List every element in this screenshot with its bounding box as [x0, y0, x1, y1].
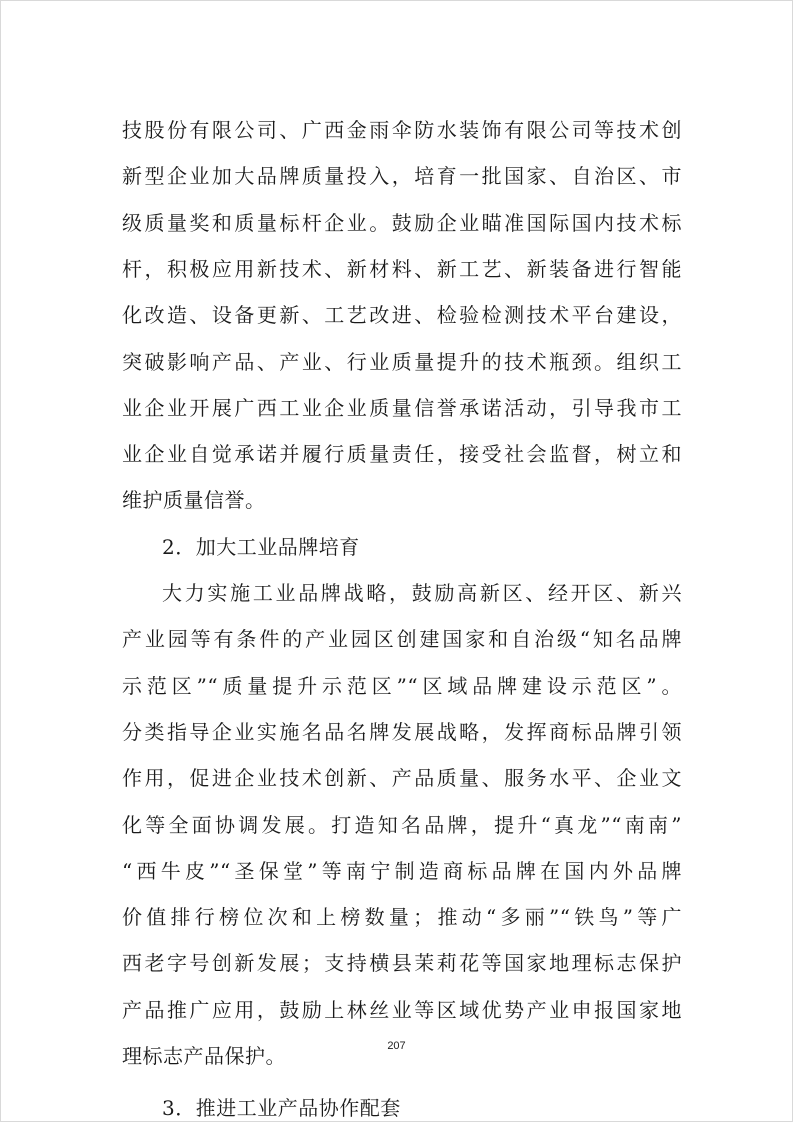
paragraph-line: 级质量奖和质量标杆企业。鼓励企业瞄准国际国内技术标	[122, 211, 682, 235]
paragraph-line: 产品推广应用，鼓励上林丝业等区域优势产业申报国家地	[122, 998, 682, 1022]
paragraph-line: “西牛皮”“圣保堂”等南宁制造商标品牌在国内外品牌	[122, 859, 682, 883]
paragraph-line: 化等全面协调发展。打造知名品牌，提升“真龙”“南南”	[122, 813, 682, 837]
paragraph-line: 价值排行榜位次和上榜数量；推动“多丽”“铁鸟”等广	[122, 905, 682, 929]
paragraph-line: 大力实施工业品牌战略，鼓励高新区、经开区、新兴	[162, 581, 682, 605]
page-number: 207	[387, 1040, 406, 1052]
paragraph-line: 作用，促进企业技术创新、产品质量、服务水平、企业文	[122, 766, 682, 790]
paragraph-line: 产业园等有条件的产业园区创建国家和自治级“知名品牌	[122, 627, 682, 651]
paragraph-line: 维护质量信誉。	[122, 488, 266, 512]
paragraph-line: 西老字号创新发展；支持横县茉莉花等国家地理标志保护	[122, 951, 682, 975]
paragraph-line: 化改造、设备更新、工艺改进、检验检测技术平台建设，	[122, 303, 682, 327]
paragraph-line: 业企业开展广西工业企业质量信誉承诺活动，引导我市工	[122, 396, 682, 420]
paragraph-line: 杆，积极应用新技术、新材料、新工艺、新装备进行智能	[122, 257, 682, 281]
section-heading: 2．加大工业品牌培育	[162, 535, 360, 559]
paragraph-line: 技股份有限公司、广西金雨伞防水装饰有限公司等技术创	[122, 118, 682, 142]
paragraph-line: 新型企业加大品牌质量投入，培育一批国家、自治区、市	[122, 164, 682, 188]
paragraph-line: 业企业自觉承诺并履行质量责任，接受社会监督，树立和	[122, 442, 682, 466]
paragraph-line: 分类指导企业实施名品名牌发展战略，发挥商标品牌引领	[122, 720, 682, 744]
section-heading: 3．推进工业产品协作配套	[162, 1096, 401, 1120]
paragraph-line: 理标志产品保护。	[122, 1044, 286, 1068]
paragraph-line: 示范区”“质量提升示范区”“区域品牌建设示范区”。	[122, 674, 682, 698]
paragraph-line: 突破影响产品、产业、行业质量提升的技术瓶颈。组织工	[122, 350, 682, 374]
